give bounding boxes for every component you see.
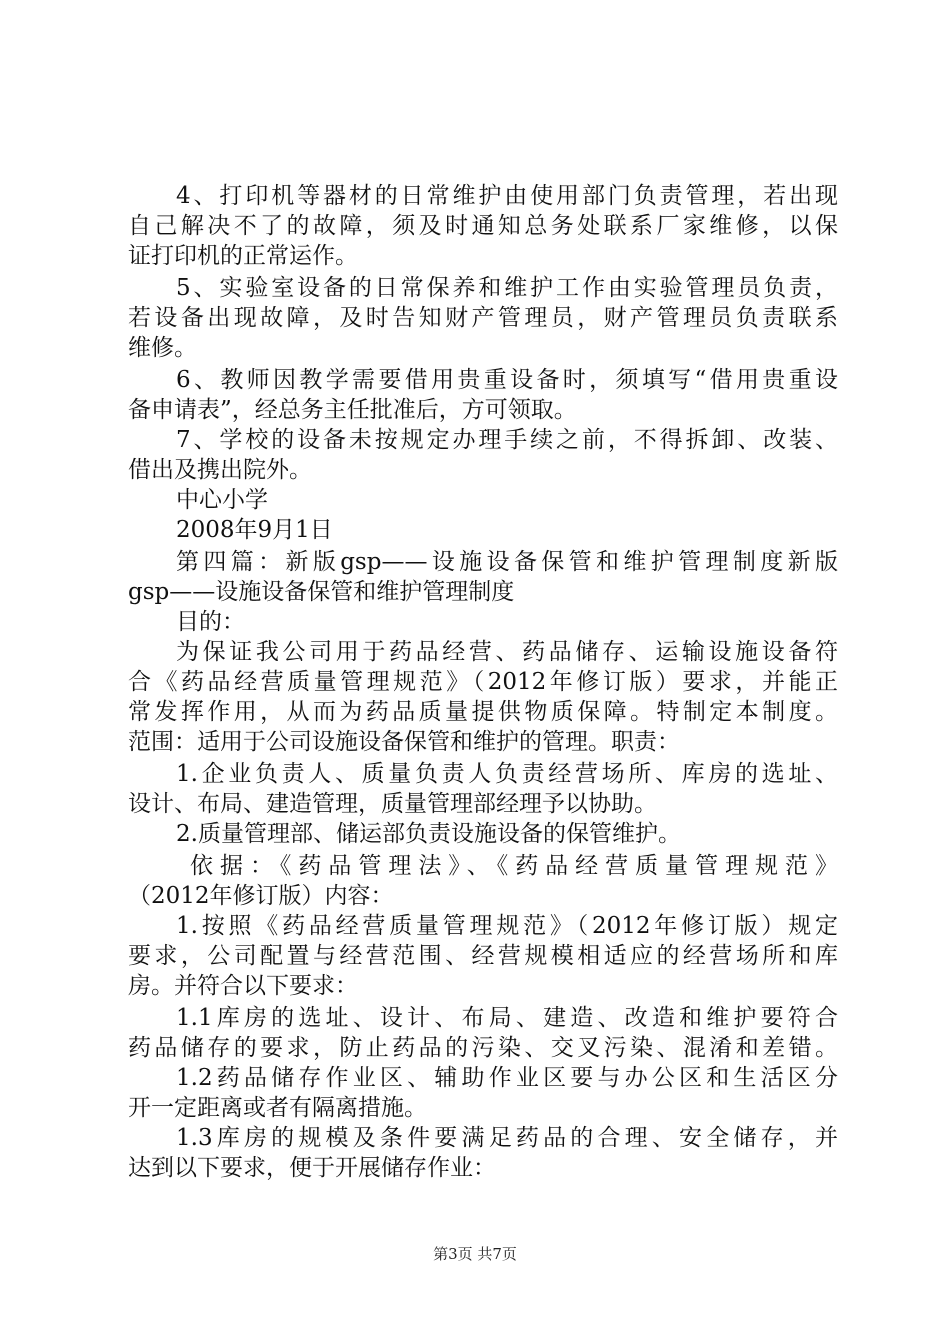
text-line: 房。并符合以下要求： xyxy=(128,973,358,999)
text-line: 2008年9月1日 xyxy=(176,517,333,543)
text-line: 维修。 xyxy=(128,335,197,361)
text-line: 2.质量管理部、储运部负责设施设备的保管维护。 xyxy=(176,821,681,847)
text-line: gsp——设施设备保管和维护管理制度 xyxy=(128,579,515,605)
text-line: 第四篇：新版gsp——设施设备保管和维护管理制度新版 xyxy=(176,549,838,575)
text-line: 1.1库房的选址、设计、布局、建造、改造和维护要符合 xyxy=(176,1005,838,1031)
text-line: 4、打印机等器材的日常维护由使用部门负责管理，若出现 xyxy=(176,183,838,209)
text-line: 7、学校的设备未按规定办理手续之前，不得拆卸、改装、 xyxy=(176,427,838,453)
text-line: 常发挥作用，从而为药品质量提供物质保障。特制定本制度。 xyxy=(128,699,838,725)
text-line: 1.按照《药品经营质量管理规范》（2012年修订版）规定 xyxy=(176,913,838,939)
page-footer: 第3页 共7页 xyxy=(433,1245,517,1263)
text-line: 目的： xyxy=(176,609,245,635)
text-line: 若设备出现故障，及时告知财产管理员，财产管理员负责联系 xyxy=(128,305,838,331)
text-line: 自己解决不了的故障，须及时通知总务处联系厂家维修，以保 xyxy=(128,213,838,239)
text-line: 设计、布局、建造管理，质量管理部经理予以协助。 xyxy=(128,791,657,817)
text-line: 开一定距离或者有隔离措施。 xyxy=(128,1095,427,1121)
text-line: 依据：《药品管理法》、《药品经营质量管理规范》 xyxy=(190,853,838,879)
text-line: 6、教师因教学需要借用贵重设备时，须填写“借用贵重设 xyxy=(176,367,838,393)
text-line: 借出及携出院外。 xyxy=(128,457,312,483)
text-line: 药品储存的要求，防止药品的污染、交叉污染、混淆和差错。 xyxy=(128,1035,838,1061)
text-line: 1.3库房的规模及条件要满足药品的合理、安全储存，并 xyxy=(176,1125,838,1151)
text-line: 达到以下要求，便于开展储存作业： xyxy=(128,1155,496,1181)
text-line: 1.企业负责人、质量负责人负责经营场所、库房的选址、 xyxy=(176,761,838,787)
text-line: 中心小学 xyxy=(176,487,268,513)
text-line: 5、实验室设备的日常保养和维护工作由实验管理员负责， xyxy=(176,275,838,301)
text-line: 范围：适用于公司设施设备保管和维护的管理。职责： xyxy=(128,729,680,755)
text-line: 为保证我公司用于药品经营、药品储存、运输设施设备符 xyxy=(176,639,838,665)
text-line: 要求，公司配置与经营范围、经营规模相适应的经营场所和库 xyxy=(128,943,838,969)
text-line: 1.2药品储存作业区、辅助作业区要与办公区和生活区分 xyxy=(176,1065,838,1091)
text-line: 合《药品经营质量管理规范》（2012年修订版）要求，并能正 xyxy=(128,669,838,695)
text-line: 备申请表”，经总务主任批准后，方可领取。 xyxy=(128,397,577,423)
text-line: （2012年修订版）内容： xyxy=(128,883,394,909)
text-line: 证打印机的正常运作。 xyxy=(128,243,358,269)
